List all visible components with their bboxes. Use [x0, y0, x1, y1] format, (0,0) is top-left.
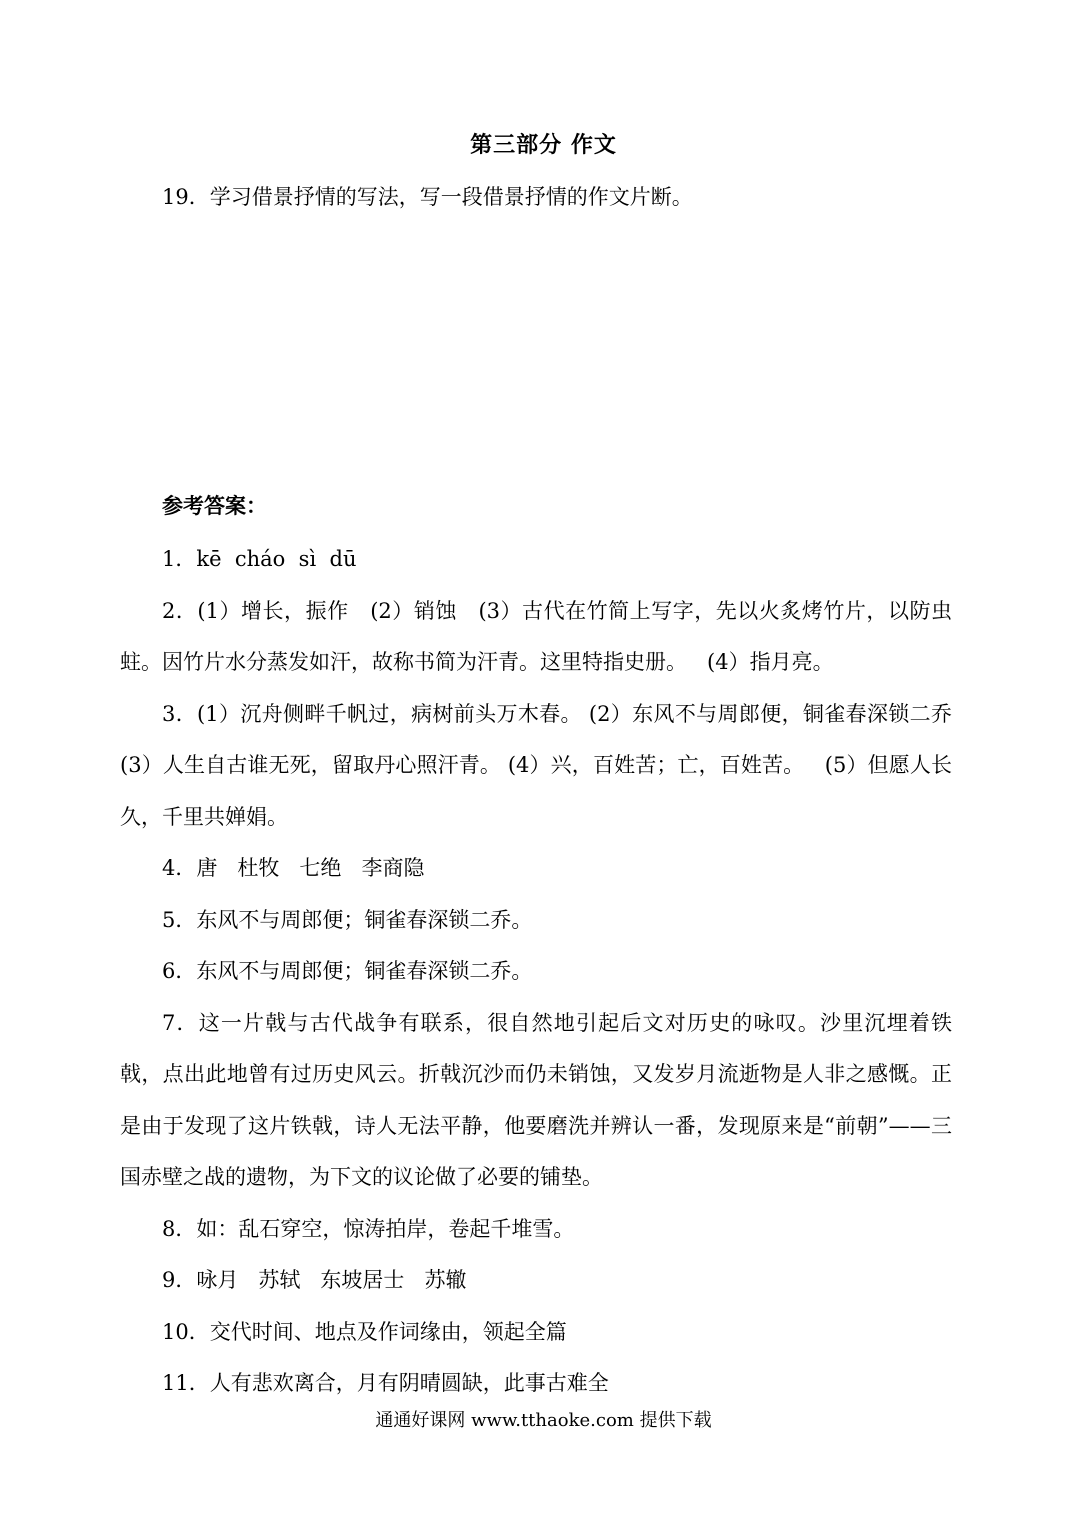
- answer-10: 10．交代时间、地点及作词缘由，领起全篇: [162, 1319, 567, 1344]
- section-title: 第三部分 作文: [470, 132, 617, 158]
- answer-1: 1．kē cháo sì dū: [162, 547, 357, 571]
- question-19: 19．学习借景抒情的写法，写一段借景抒情的作文片断。: [162, 185, 693, 209]
- answer-2: 2．(1）增长，振作 (2）销蚀 (3）古代在竹简上写字，先以火炙烤竹片，以防虫蛀。因竹片水分蒸发如汗，故称书简为汗青。这里特指史册。 (4）指月亮。: [120, 598, 952, 674]
- answer-3: 3．(1）沉舟侧畔千帆过，病树前头万木春。 (2）东风不与周郎便，铜雀春深锁二乔 (3）人生自古谁无死，留取丹心照汗青。 (4）兴，百姓苦；亡，百姓苦。 (5）但愿人长久，千里共婵娟。: [120, 701, 973, 829]
- answer-7: 7．这一片戟与古代战争有联系，很自然地引起后文对历史的咏叹。沙里沉埋着铁戟，点出此地曾有过历史风云。折戟沉沙而仍未销蚀，又发岁月流逝物是人非之感慨。正是由于发现了这片铁戟，诗人无法平静，他要磨洗并辨认一番，发现原来是“前朝”——三国赤壁之战的遗物，为下文的议论做了必要的铺垫。: [120, 1010, 952, 1189]
- footer-download-note: 通通好课网 www.tthaoke.com 提供下载: [375, 1410, 712, 1431]
- answer-9: 9．咏月 苏轼 东坡居士 苏辙: [162, 1268, 467, 1292]
- answer-6: 6．东风不与周郎便；铜雀春深锁二乔。: [162, 959, 533, 983]
- answer-4: 4．唐 杜牧 七绝 李商隐: [162, 856, 425, 880]
- answer-8: 8．如：乱石穿空，惊涛拍岸，卷起千堆雪。: [162, 1216, 575, 1241]
- answers-title: 参考答案：: [162, 493, 267, 518]
- answer-5: 5．东风不与周郎便；铜雀春深锁二乔。: [162, 907, 533, 932]
- answer-11: 11．人有悲欢离合，月有阴晴圆缺，此事古难全: [162, 1371, 609, 1395]
- answers-list: [120, 534, 973, 1410]
